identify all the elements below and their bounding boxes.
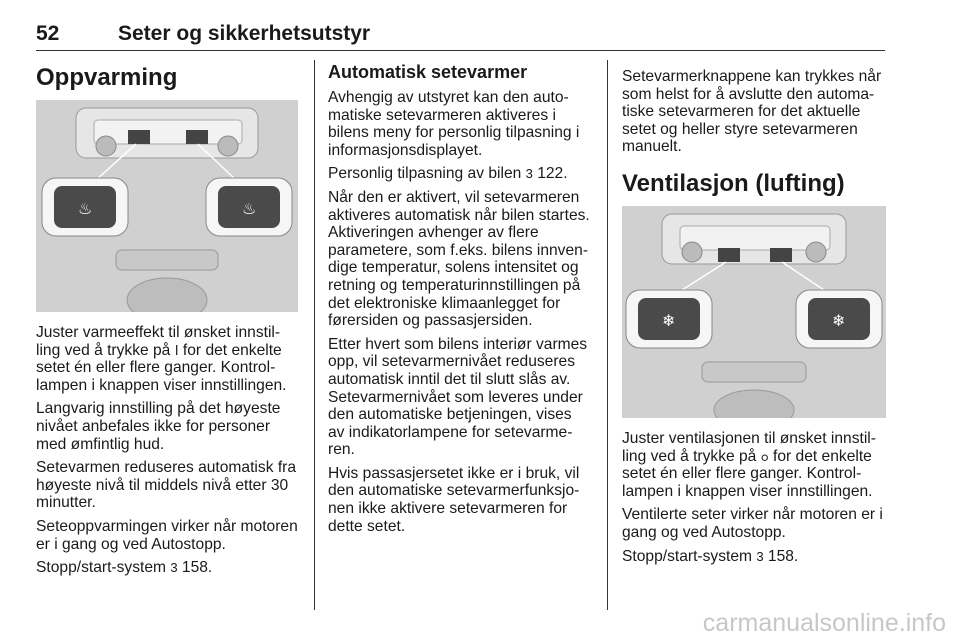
ventilated-seat-buttons-illustration bbox=[622, 206, 886, 418]
svg-text:❄: ❄ bbox=[662, 310, 676, 330]
svg-text:♨: ♨ bbox=[78, 199, 93, 218]
paragraph: Setevarmerknappene kan trykkes når som helst for å avslutte den automatiske setevarmeren for det aktuelle setet og heller styre setevarmeren manuelt. bbox=[622, 68, 882, 156]
page-header bbox=[36, 12, 885, 51]
watermark: carmanualsonline.info bbox=[702, 609, 946, 637]
paragraph: Ventilerte seter virker når motoren er i gang og ved Autostopp. bbox=[622, 506, 883, 541]
paragraph: Langvarig innstilling på det høyeste nivået anbefales ikke for personer med ømfintlig hud. bbox=[36, 400, 281, 453]
paragraph: Hvis passasjersetet ikke er i bruk, vil den automatiske setevarmerfunksjonen ikke aktivere setevarmeren for dette setet. bbox=[328, 464, 580, 535]
column-1 bbox=[36, 58, 298, 583]
paragraph: Personlig tilpasning av bilen 3 122. bbox=[328, 165, 568, 183]
column-2 bbox=[328, 58, 590, 541]
paragraph: Seteoppvarmingen virker når motoren er i gang og ved Autostopp. bbox=[36, 517, 298, 553]
cross-reference-arrow-icon: 3 bbox=[756, 548, 764, 564]
page-number: 52 bbox=[36, 22, 60, 45]
svg-text:♨: ♨ bbox=[242, 199, 257, 218]
paragraph: Når den er aktivert, vil setevarmeren aktiveres automatisk når bilen startes. Aktiveringen avhenger av flere parametere, som f.eks. bilens innvendige temperatur, solens intensitet og retning og temperaturinnstillingen på det elektroniske klimaanlegget for førersiden og passasjersiden. bbox=[328, 188, 590, 330]
column-3 bbox=[622, 58, 886, 571]
section-heading: Automatisk setevarmer bbox=[328, 62, 528, 82]
heated-seat-buttons-illustration bbox=[36, 100, 298, 312]
paragraph: Stopp/start-system 3 158. bbox=[36, 559, 213, 577]
paragraph: Stopp/start-system 3 158. bbox=[622, 547, 799, 565]
seat-ventilation-icon: ߋ bbox=[760, 447, 769, 464]
paragraph: Etter hvert som bilens interiør varmes opp, vil setevarmernivået reduseres automatisk inntil det til slutt slås av. Setevarmernivået som leveres under den automatiske betjeningen, vises av indikatorlampene for setevarmeren. bbox=[328, 335, 588, 459]
paragraph: Juster ventilasjonen til ønsket innstilling ved å trykke på ߋ for det enkelte setet én eller flere ganger. Kontrollampen i knappen viser innstillingen. bbox=[622, 429, 876, 500]
column-divider bbox=[314, 60, 315, 610]
svg-text:❄: ❄ bbox=[832, 310, 846, 330]
section-heading: Ventilasjon (lufting) bbox=[622, 169, 845, 197]
column-divider bbox=[607, 60, 608, 610]
paragraph: Juster varmeeffekt til ønsket innstilling ved å trykke på ߊ for det enkelte setet én eller flere ganger. Kontrollampen i knappen viser innstillingen. bbox=[36, 324, 287, 394]
running-title: Seter og sikkerhetsutstyr bbox=[118, 22, 371, 45]
cross-reference-arrow-icon: 3 bbox=[525, 166, 533, 182]
paragraph: Avhengig av utstyret kan den automatiske setevarmeren aktiveres i bilens meny for personlig tilpasning i informasjonsdisplayet. bbox=[328, 89, 580, 159]
cross-reference-arrow-icon: 3 bbox=[170, 560, 178, 576]
paragraph: Setevarmen reduseres automatisk fra høyeste nivå til middels nivå etter 30 minutter. bbox=[36, 459, 297, 512]
seat-heat-icon: ߊ bbox=[174, 341, 179, 358]
section-heading: Oppvarming bbox=[36, 64, 178, 91]
